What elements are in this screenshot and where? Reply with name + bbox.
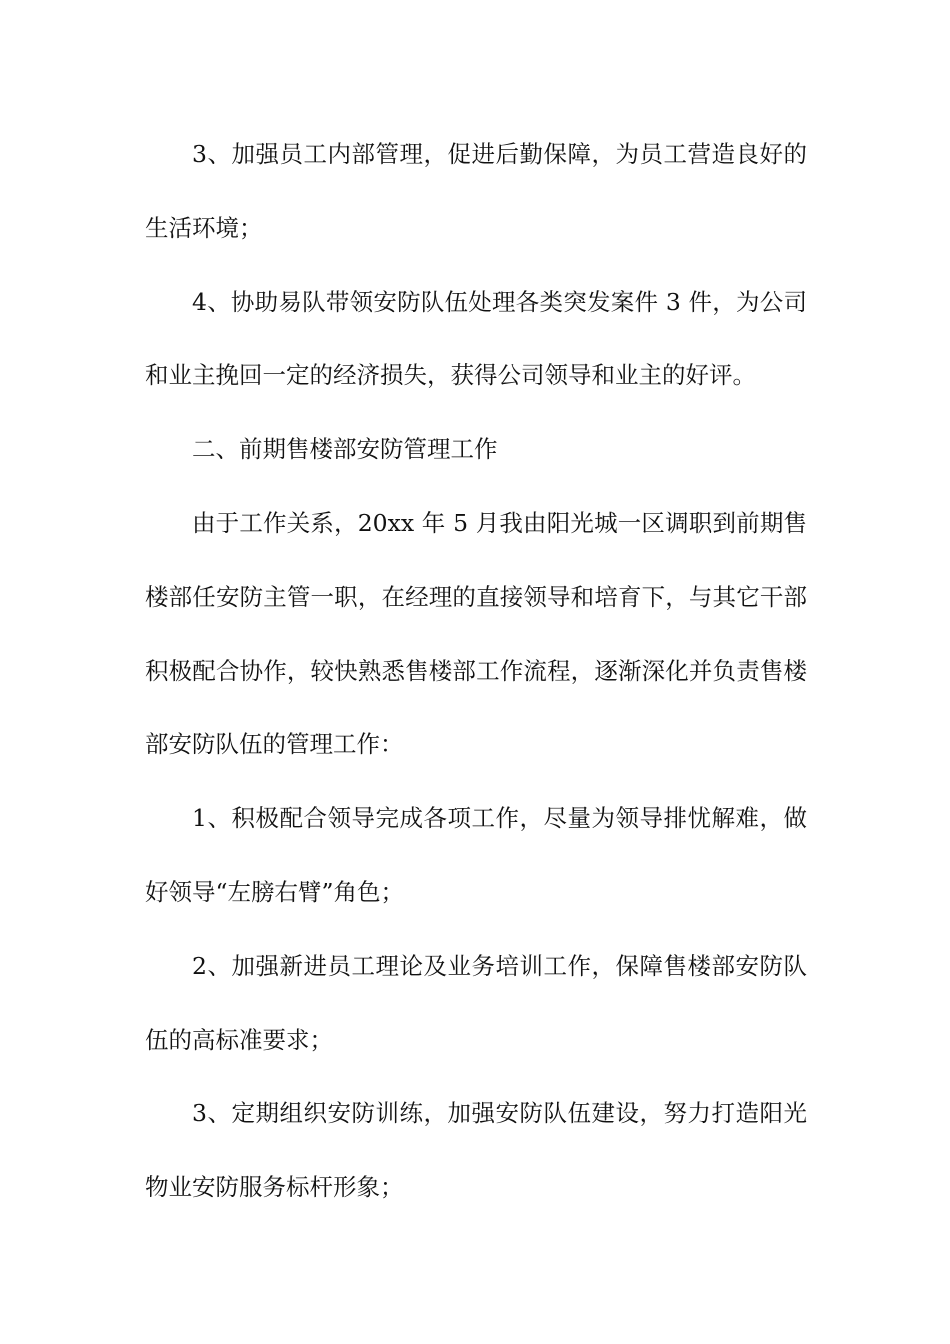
paragraph-item-3-security-drills: 3、定期组织安防训练，加强安防队伍建设，努力打造阳光物业安防服务标杆形象；	[145, 1099, 807, 1202]
paragraph-item-3-staff-management: 3、加强员工内部管理，促进后勤保障，为员工营造良好的生活环境；	[145, 140, 807, 242]
section-heading-sales-office-security: 二、前期售楼部安防管理工作	[192, 435, 498, 464]
paragraph-item-2-staff-training: 2、加强新进员工理论及业务培训工作，保障售楼部安防队伍的高标准要求；	[145, 951, 807, 1054]
paragraph-transfer-description: 由于工作关系，20xx 年 5 月我由阳光城一区调职到前期售楼部任安防主管一职，在经理的直接领导和培育下，与其它干部积极配合协作，较快熟悉售楼部工作流程，逐渐深化并负责售楼部安防队伍的管理工作：	[145, 508, 807, 759]
document-body	[145, 118, 807, 1225]
paragraph-item-4-emergency-cases: 4、协助易队带领安防队伍处理各类突发案件 3 件，为公司和业主挽回一定的经济损失，获得公司领导和业主的好评。	[145, 287, 807, 390]
paragraph-item-1-assist-leadership: 1、积极配合领导完成各项工作，尽量为领导排忧解难，做好领导“左膀右臂”角色；	[145, 804, 807, 906]
